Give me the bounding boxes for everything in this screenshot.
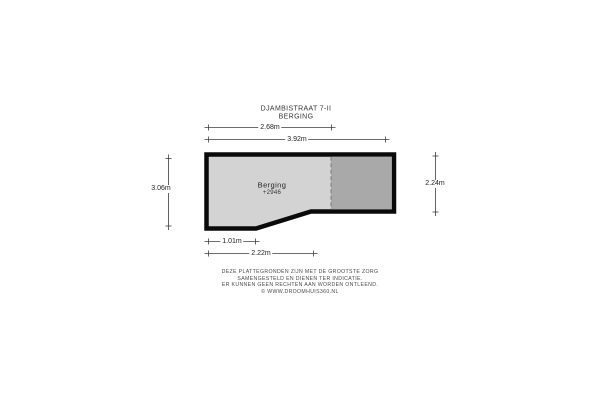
footer-disclaimer-line-1: DEZE PLATTEGRONDEN ZIJN MET DE GROOTSTE ZORG bbox=[221, 269, 379, 275]
dim-label-top-inner: 2.68m bbox=[260, 123, 280, 131]
footer-disclaimer-line-2: SAMENGESTELD EN DIENEN TER INDICATIE. bbox=[237, 275, 363, 282]
dim-label-top-outer: 3.92m bbox=[287, 135, 307, 143]
secondary-area bbox=[331, 157, 392, 210]
plan-title-address: DJAMBISTRAAT 7-II bbox=[260, 105, 332, 113]
dim-label-bottom-inner: 1.01m bbox=[222, 237, 242, 245]
room-sub-label: +2946 bbox=[262, 189, 282, 196]
plan-title-floor: BERGING bbox=[278, 113, 314, 120]
dim-label-bottom-outer: 2.22m bbox=[251, 249, 271, 257]
dim-label-left: 3.06m bbox=[151, 184, 171, 192]
footer-disclaimer-line-3: ER KUNNEN GEEN RECHTEN AAN WORDEN ONTLEEND. bbox=[221, 282, 379, 288]
footer-credit-line: © WWW.DROOMHUIS360.NL bbox=[261, 288, 339, 295]
room-label: Berging bbox=[257, 180, 287, 190]
dim-label-right: 2.24m bbox=[425, 180, 445, 187]
